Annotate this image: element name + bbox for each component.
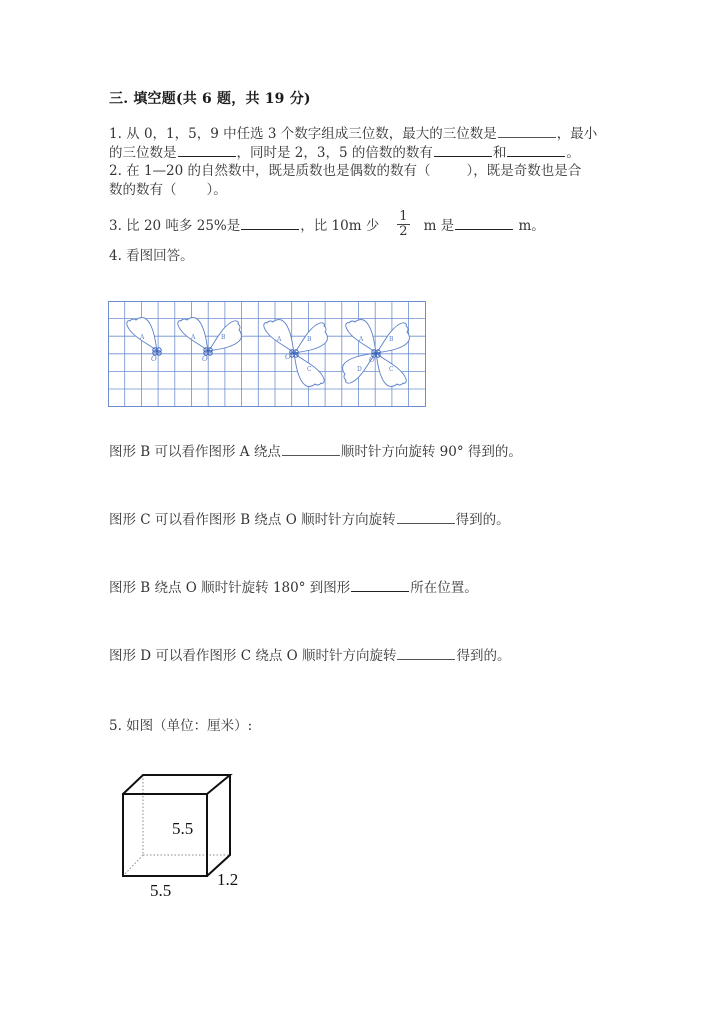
- svg-text:O: O: [285, 353, 291, 361]
- flower-3: [264, 320, 328, 387]
- section-title: 三. 填空题(共 6 题，共 19 分): [109, 91, 311, 107]
- q1-text: 和: [492, 145, 507, 161]
- flower-rotation-figure: [108, 301, 428, 409]
- q3-blank-tons[interactable]: [241, 217, 299, 230]
- q4-sub4-blank[interactable]: [397, 647, 455, 660]
- q4-sub3-blank[interactable]: [351, 579, 409, 592]
- svg-text:O: O: [151, 355, 157, 363]
- q4-text: 图形 B 可以看作图形 A 绕点: [109, 444, 281, 460]
- question-1-line-2: [109, 143, 580, 163]
- q3-text: m 是: [423, 218, 455, 234]
- q4-text: 图形 C 可以看作图形 B 绕点 O 顺时针方向旋转: [109, 512, 396, 528]
- q3-text: m。: [514, 218, 545, 234]
- cuboid-figure: [110, 765, 260, 905]
- q1-blank-multiple-2[interactable]: [507, 144, 565, 157]
- width-label: 1.2: [217, 870, 239, 889]
- q4-text: 图形 D 可以看作图形 C 绕点 O 顺时针方向旋转: [109, 648, 397, 664]
- q4-sub2-blank[interactable]: [397, 511, 455, 524]
- q3-text: ，比 10m 少: [300, 218, 380, 234]
- q1-text: 1. 从 0，1，5，9 中任选 3 个数字组成三位数，最大的三位数是: [109, 126, 497, 142]
- question-2-line-1: [109, 161, 581, 181]
- svg-text:A: A: [140, 334, 145, 341]
- q4-text: 顺时针方向旋转 90° 得到的。: [340, 444, 522, 460]
- q2-text: 2. 在 1—20 的自然数中，既是质数也是偶数的数有（: [109, 163, 431, 179]
- height-label: 5.5: [172, 819, 194, 838]
- q4-sub1-blank[interactable]: [282, 443, 340, 456]
- q3-blank-meters[interactable]: [455, 217, 513, 230]
- svg-text:A: A: [191, 334, 196, 341]
- question-3: [109, 209, 545, 241]
- question-1-line-1: [109, 124, 597, 144]
- q2-text: 数的数有（: [109, 182, 177, 198]
- svg-text:O: O: [202, 355, 208, 363]
- svg-text:O: O: [369, 356, 375, 364]
- svg-text:C: C: [389, 366, 394, 373]
- q1-blank-largest[interactable]: [498, 125, 556, 138]
- q4-text: 所在位置。: [410, 580, 478, 596]
- svg-text:D: D: [357, 366, 362, 373]
- svg-text:C: C: [307, 366, 312, 373]
- flower-4: [343, 320, 410, 387]
- question-5-title: 5. 如图（单位：厘米）:: [109, 718, 253, 734]
- flower-1: [127, 318, 161, 363]
- svg-text:B: B: [221, 334, 226, 341]
- q4-text: 得到的。: [455, 512, 510, 528]
- question-4-sub-2: [109, 510, 510, 530]
- svg-text:A: A: [277, 336, 282, 343]
- fraction-numerator: 1: [399, 209, 408, 224]
- q1-blank-multiple-1[interactable]: [434, 144, 492, 157]
- fraction-denominator: 2: [399, 224, 408, 239]
- svg-text:B: B: [389, 336, 394, 343]
- q1-text: 的三位数是: [109, 145, 177, 161]
- question-4-sub-3: [109, 578, 478, 598]
- question-4-title: 4. 看图回答。: [109, 248, 194, 264]
- svg-text:B: B: [307, 336, 312, 343]
- question-4-sub-4: [109, 646, 510, 666]
- question-4-sub-1: [109, 442, 522, 462]
- q1-blank-smallest[interactable]: [178, 144, 236, 157]
- q4-text: 图形 B 绕点 O 顺时针旋转 180° 到图形: [109, 580, 351, 596]
- q1-text: ，同时是 2，3，5 的倍数的数有: [236, 145, 433, 161]
- q2-text: ），既是奇数也是合: [466, 163, 582, 179]
- q4-text: 得到的。: [456, 648, 511, 664]
- question-2-line-2: [109, 180, 227, 200]
- flower-2: [178, 318, 242, 363]
- q1-text: ，最小: [556, 126, 598, 142]
- svg-text:A: A: [359, 336, 364, 343]
- q1-text: 。: [566, 145, 580, 161]
- length-label: 5.5: [150, 881, 172, 900]
- q3-text: 3. 比 20 吨多 25%是: [109, 218, 241, 234]
- q2-text: ）。: [206, 182, 227, 198]
- q3-fraction: [397, 210, 409, 239]
